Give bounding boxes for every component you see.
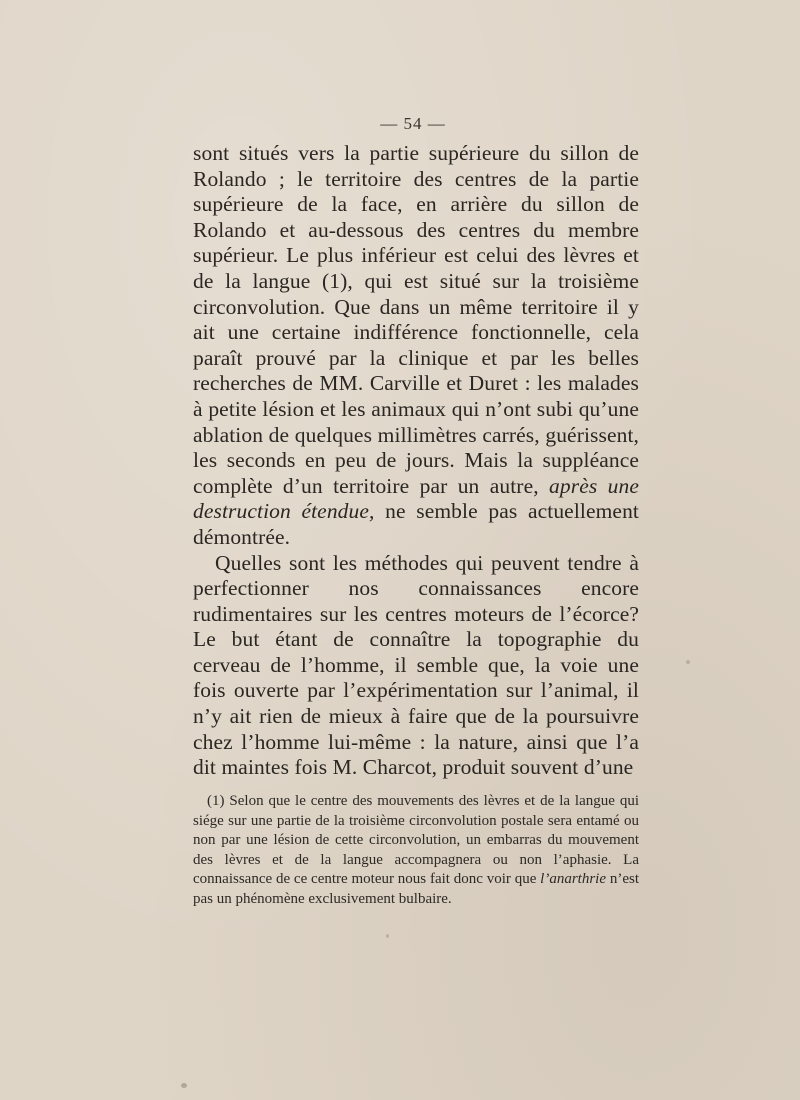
paragraph-2: Quelles sont les méthodes qui peuvent tendre à perfectionner nos connaissances encore rudimentaires sur les centres moteurs de l’écorce? Le but étant de connaître la topographie du cerveau de l’homme, il semble que, la voie une fois ouverte par l’expérimentation sur l’animal, il n’y ait rien de mieux à faire que de la poursuivre chez l’homme lui-même : la nature, ainsi que l’a dit maintes fois M. Charcot, produit souvent d’une <box>193 550 639 780</box>
paper-speck <box>686 660 690 664</box>
footnote-text-b: n’est pas un phénomène exclusivement bulbaire. <box>193 871 639 907</box>
body-text <box>193 141 639 781</box>
paragraph-1-text-b: ne semble pas actuellement démontrée. <box>193 499 639 549</box>
paragraph-1-text-a: sont situés vers la partie supérieure du sillon de Rolando ; le territoire des centres de la partie supérieure de la face, en arrière du sillon de Rolando et au-dessous des centres du membre supérieur. Le plus inférieur est celui des lèvres et de la langue (1), qui est situé sur la troisième circonvolution. Que dans un même territoire il y ait une certaine indifférence fonctionnelle, cela paraît prouvé par la clinique et par les belles recherches de MM. Carville et Duret : les malades à petite lésion et les animaux qui n’ont subi qu’une ablation de quelques millimètres carrés, guérissent, les seconds en peu de jours. Mais la suppléance complète d’un territoire par un autre, <box>193 141 639 498</box>
footnote-italic: l’anarthrie <box>540 871 607 888</box>
paper-speck <box>386 934 389 938</box>
footnote-text <box>193 792 639 910</box>
footnote-text-a: (1) Selon que le centre des mouvements des lèvres et de la langue qui siége sur une partie de la troisième circonvolution postale sera entamé ou non par une lésion de cette circonvolution, un embarras du mouvement des lèvres et de la langue accompagnera ou non l’aphasie. La connaissance de ce centre moteur nous fait donc voir que <box>193 793 639 888</box>
footnote <box>193 792 639 910</box>
page-number: — 54 — <box>380 114 446 133</box>
paper-speck <box>181 1083 187 1088</box>
paragraph-1 <box>193 141 639 551</box>
paragraph-1-italic: après une destruction étendue, <box>193 473 639 524</box>
